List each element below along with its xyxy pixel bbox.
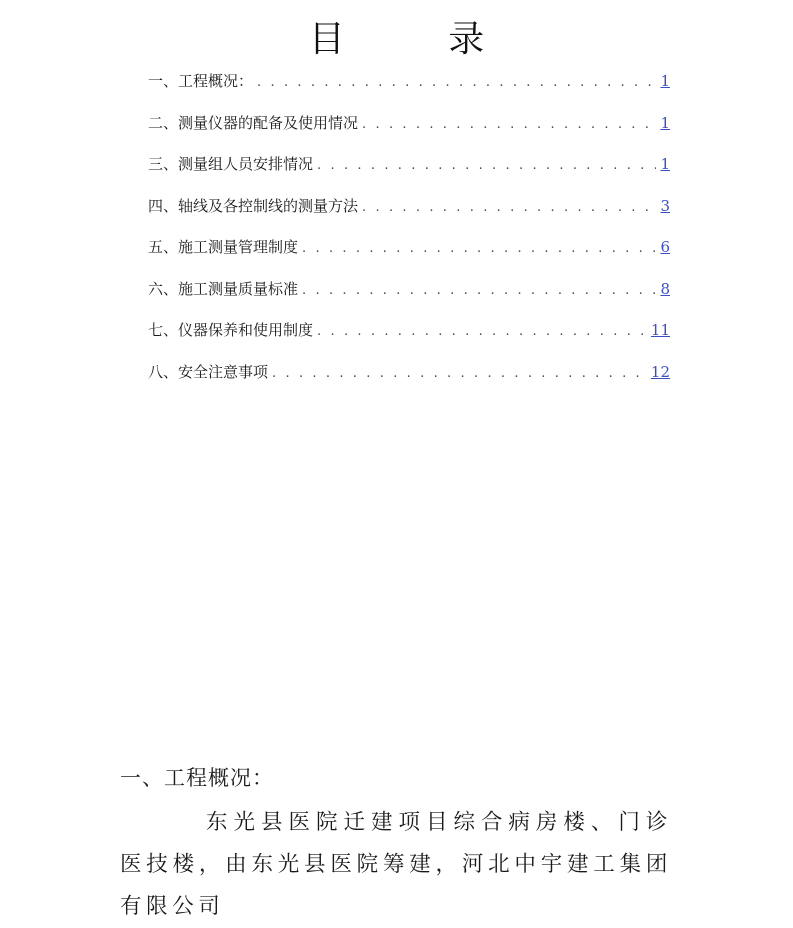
toc-page-link[interactable]: 1 xyxy=(660,72,670,90)
toc-dot-leader xyxy=(317,317,647,347)
toc-page-link[interactable]: 1 xyxy=(660,113,670,132)
toc-dot-leader xyxy=(362,110,656,140)
toc-dot-leader xyxy=(302,234,656,264)
toc-page-link[interactable]: 11 xyxy=(650,321,670,339)
toc-dot-leader xyxy=(317,151,656,181)
toc-page-link[interactable]: 3 xyxy=(660,196,670,215)
body-paragraph: 东光县医院迁建项目综合病房楼、门诊医技楼，由东光县医院筹建，河北中宇建工集团有限公司 xyxy=(120,810,672,919)
toc-entry-label: 三、测量组人员安排情况 xyxy=(148,155,314,173)
toc-entry-label: 一、工程概况： xyxy=(148,72,254,90)
toc-entry-label: 八、安全注意事项 xyxy=(148,362,269,381)
toc-entry-label: 七、仪器保养和使用制度 xyxy=(148,321,314,339)
toc-page-link[interactable]: 12 xyxy=(650,362,670,381)
toc-entry-1[interactable] xyxy=(148,66,670,108)
toc-entry-label: 四、轴线及各控制线的测量方法 xyxy=(148,196,359,215)
toc-entry-6[interactable] xyxy=(148,274,670,316)
toc-page-link[interactable]: 8 xyxy=(660,279,670,298)
section-heading: 一、工程概况： xyxy=(120,766,274,790)
toc-entry-5[interactable] xyxy=(148,232,670,274)
toc-entry-4[interactable] xyxy=(148,191,670,233)
toc-title: 目 录 xyxy=(308,19,531,60)
toc-entry-3[interactable] xyxy=(148,149,670,191)
toc-dot-leader xyxy=(302,276,656,306)
toc-page-link[interactable]: 1 xyxy=(660,155,670,173)
toc-dot-leader xyxy=(257,68,656,98)
toc-entry-8[interactable] xyxy=(148,357,670,399)
toc-page-link[interactable]: 6 xyxy=(660,238,670,256)
toc-entry-label: 五、施工测量管理制度 xyxy=(148,238,299,256)
toc-entry-label: 六、施工测量质量标准 xyxy=(148,279,299,298)
toc-list xyxy=(148,66,670,398)
toc-entry-7[interactable] xyxy=(148,315,670,357)
toc-entry-label: 二、测量仪器的配备及使用情况 xyxy=(148,113,359,132)
toc-entry-2[interactable] xyxy=(148,108,670,150)
toc-dot-leader xyxy=(362,193,656,223)
toc-dot-leader xyxy=(272,359,647,389)
